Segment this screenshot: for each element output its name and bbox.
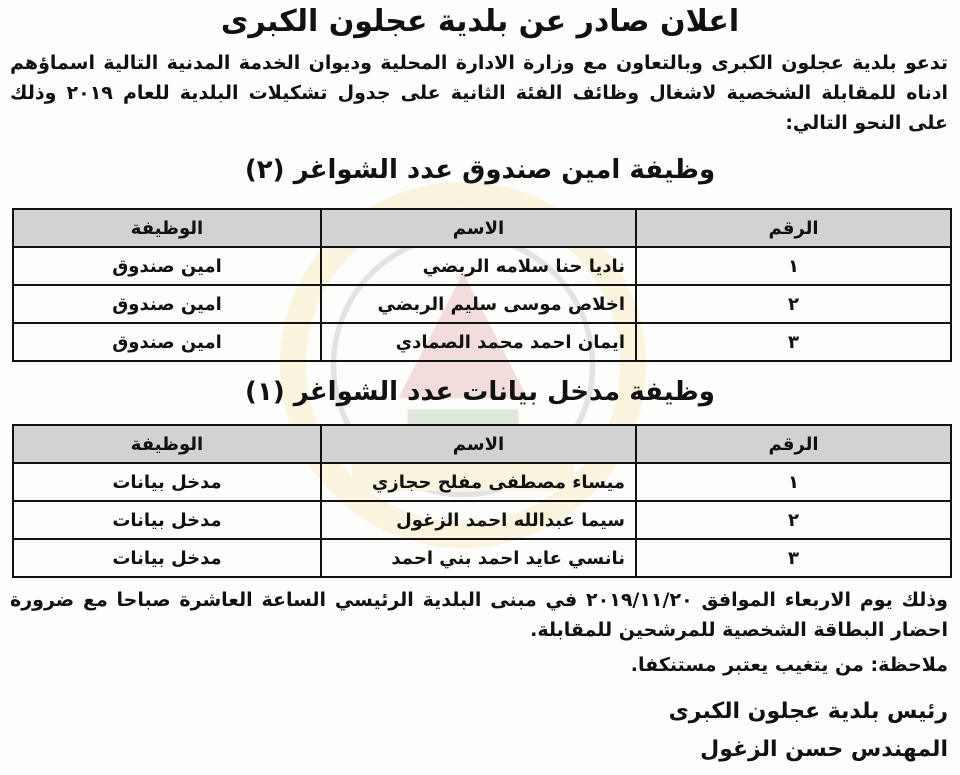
column-header-job: الوظيفة bbox=[13, 425, 321, 463]
signature-role: رئيس بلدية عجلون الكبرى bbox=[668, 699, 948, 724]
absence-note: ملاحظة: من يتغيب يعتبر مستنكفا. bbox=[630, 654, 948, 676]
row-number: ٢ bbox=[636, 285, 951, 323]
signature-name: المهندس حسن الزغول bbox=[700, 737, 948, 762]
table-row bbox=[13, 323, 951, 361]
table-row bbox=[13, 501, 951, 539]
column-header-job: الوظيفة bbox=[13, 209, 321, 247]
row-number: ٢ bbox=[636, 501, 951, 539]
row-number: ١ bbox=[636, 463, 951, 501]
candidate-name: ايمان احمد محمد الصمادي bbox=[321, 323, 636, 361]
job-title: مدخل بيانات bbox=[13, 463, 321, 501]
table-header-row bbox=[13, 425, 951, 463]
row-number: ١ bbox=[636, 247, 951, 285]
data-entry-candidates-table bbox=[12, 424, 952, 578]
table-row bbox=[13, 285, 951, 323]
column-header-number: الرقم bbox=[636, 209, 951, 247]
candidate-name: نانسي عايد احمد بني احمد bbox=[321, 539, 636, 577]
section-heading-data-entry: وظيفة مدخل بيانات عدد الشواغر (١) bbox=[245, 377, 715, 407]
table-row bbox=[13, 247, 951, 285]
job-title: امين صندوق bbox=[13, 285, 321, 323]
table-row bbox=[13, 463, 951, 501]
candidate-name: اخلاص موسى سليم الربضي bbox=[321, 285, 636, 323]
column-header-name: الاسم bbox=[321, 209, 636, 247]
job-title: مدخل بيانات bbox=[13, 539, 321, 577]
row-number: ٣ bbox=[636, 323, 951, 361]
candidate-name: ناديا حنا سلامه الربضي bbox=[321, 247, 636, 285]
job-title: امين صندوق bbox=[13, 323, 321, 361]
job-title: امين صندوق bbox=[13, 247, 321, 285]
job-title: مدخل بيانات bbox=[13, 501, 321, 539]
row-number: ٣ bbox=[636, 539, 951, 577]
candidate-name: سيما عبدالله احمد الزغول bbox=[321, 501, 636, 539]
section-heading-cashier: وظيفة امين صندوق عدد الشواغر (٢) bbox=[244, 155, 716, 185]
table-header-row bbox=[13, 209, 951, 247]
intro-paragraph: تدعو بلدية عجلون الكبرى وبالتعاون مع وزارة الادارة المحلية وديوان الخدمة المدنية التالية اسماؤهم ادناه للمقابلة الشخصية لاشغال وظائف الفئة الثانية على جدول تشكيلات البلدية للعام ٢٠١٩ وذلك على النحو التالي: bbox=[10, 52, 948, 134]
cashier-candidates-table bbox=[12, 208, 952, 362]
interview-details-paragraph: وذلك يوم الاربعاء الموافق ٢٠١٩/١١/٢٠ في مبنى البلدية الرئيسي الساعة العاشرة صباحا مع ضرورة احضار البطاقة الشخصية للمرشحين للمقابلة. bbox=[10, 589, 948, 641]
column-header-number: الرقم bbox=[636, 425, 951, 463]
column-header-name: الاسم bbox=[321, 425, 636, 463]
candidate-name: ميساء مصطفى مفلح حجازي bbox=[321, 463, 636, 501]
announcement-title: اعلان صادر عن بلدية عجلون الكبرى bbox=[220, 4, 740, 39]
table-row bbox=[13, 539, 951, 577]
